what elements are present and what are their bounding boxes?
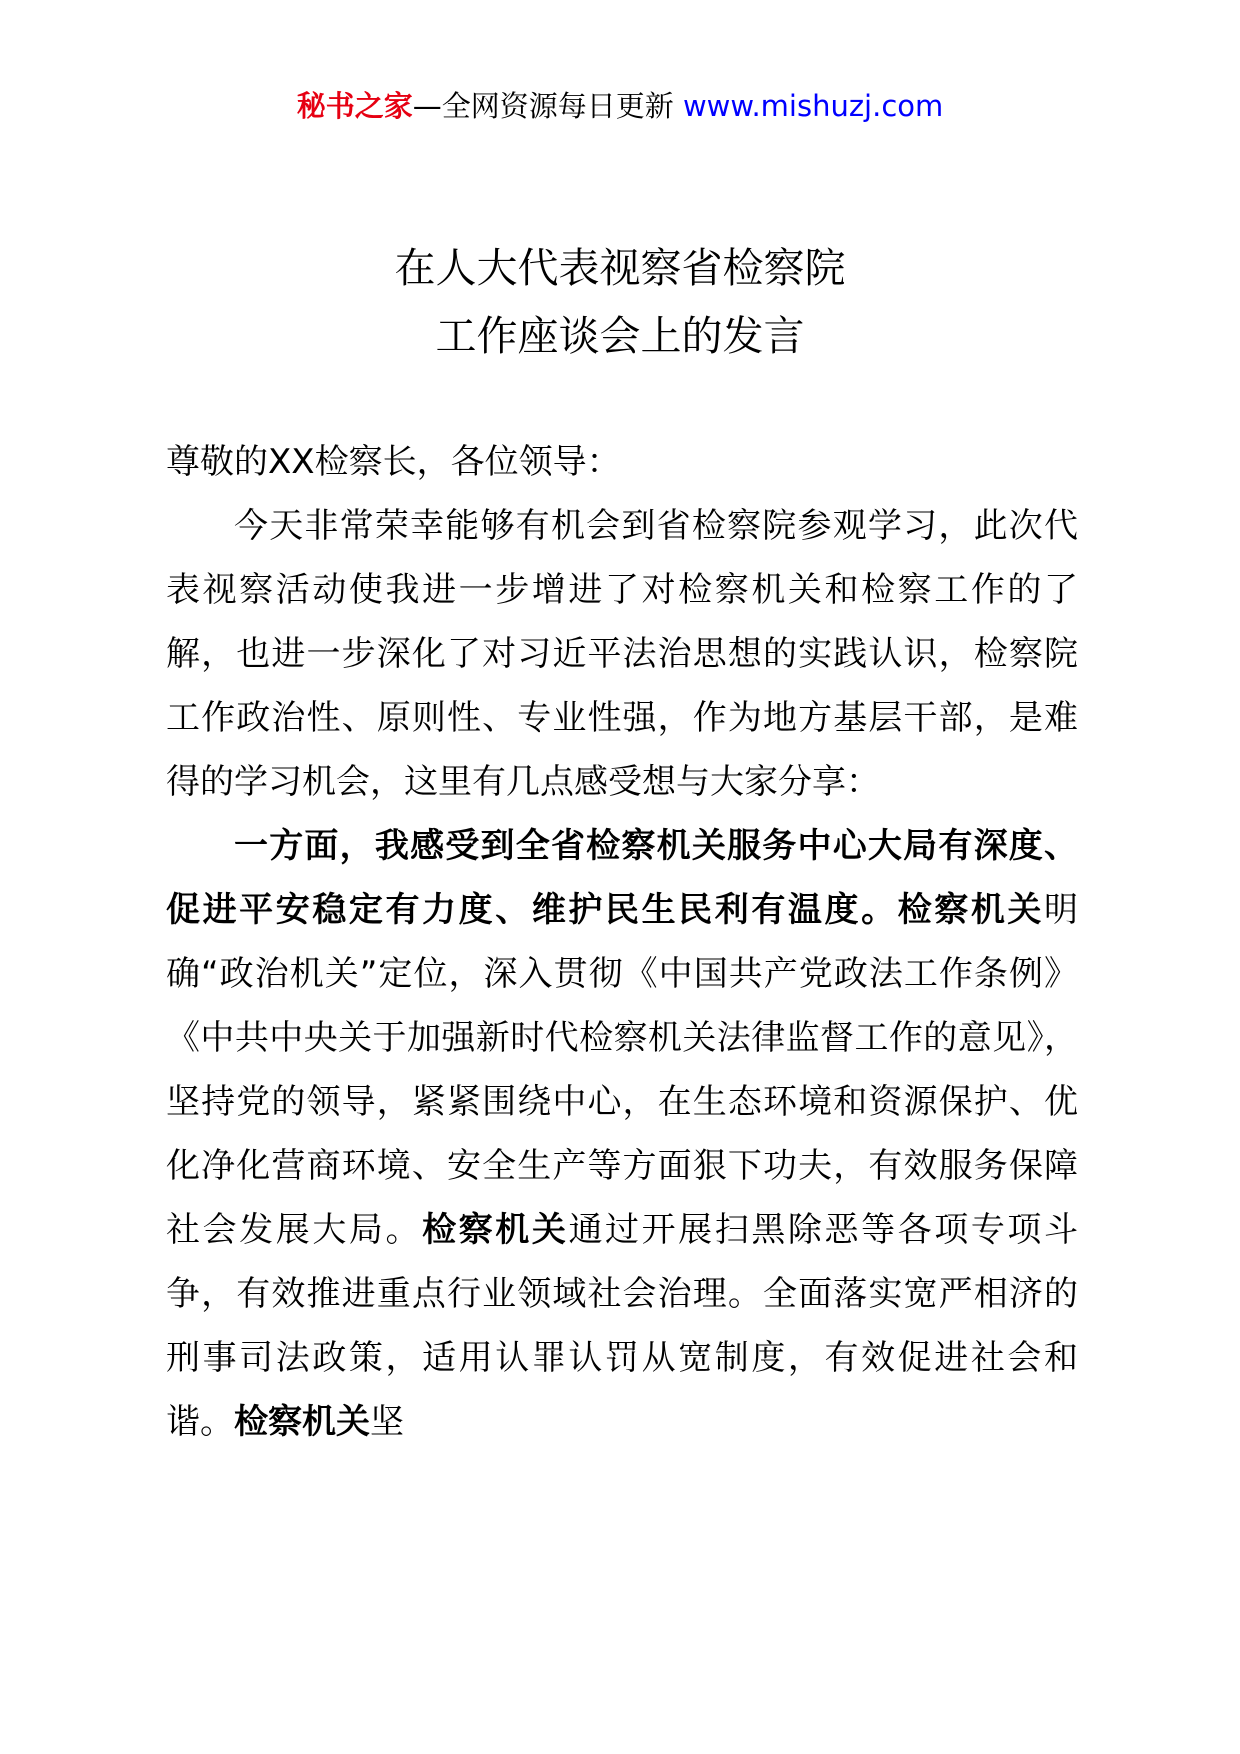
- site-brand: 秘书之家: [296, 89, 413, 123]
- paragraph-2-bold-3: 检察机关: [234, 1402, 370, 1442]
- document-body: [166, 430, 1078, 1454]
- salutation: 尊敬的XX检察长，各位领导：: [166, 442, 621, 482]
- site-tagline: —全网资源每日更新: [412, 89, 674, 123]
- paragraph-2-bold-2: 检察机关: [422, 1210, 569, 1250]
- site-url-link[interactable]: www.mishuzj.com: [682, 89, 944, 123]
- document-title: [0, 234, 1240, 370]
- paragraph-2-text-3: 坚: [370, 1402, 404, 1442]
- paragraph-1: 今天非常荣幸能够有机会到省检察院参观学习，此次代表视察活动使我进一步增进了对检察机关和检察工作的了解，也进一步深化了对习近平法治思想的实践认识，检察院工作政治性、原则性、专业性强，作为地方基层干部，是难得的学习机会，这里有几点感受想与大家分享：: [166, 506, 1078, 802]
- title-line-1: 在人大代表视察省检察院: [394, 244, 846, 292]
- site-header: [0, 86, 1240, 126]
- paragraph-2-lead: 一方面，我感受到全省检察机关服务中心大局有深度、促进平安稳定有力度、维护民生民利有温度。检察机关: [166, 826, 1078, 930]
- paragraph-2-text-1: 明确“政治机关”定位，深入贯彻《中国共产党政法工作条例》《中共中央关于加强新时代检察机关法律监督工作的意见》，坚持党的领导，紧紧围绕中心，在生态环境和资源保护、优化净化营商环境、安全生产等方面狠下功夫，有效服务保障社会发展大局。: [166, 890, 1078, 1250]
- paragraph-2: [166, 814, 1078, 1454]
- paragraph-2-text-2: 通过开展扫黑除恶等各项专项斗争，有效推进重点行业领域社会治理。全面落实宽严相济的刑事司法政策，适用认罪认罚从宽制度，有效促进社会和谐。: [166, 1210, 1079, 1442]
- title-line-2: 工作座谈会上的发言: [435, 312, 805, 360]
